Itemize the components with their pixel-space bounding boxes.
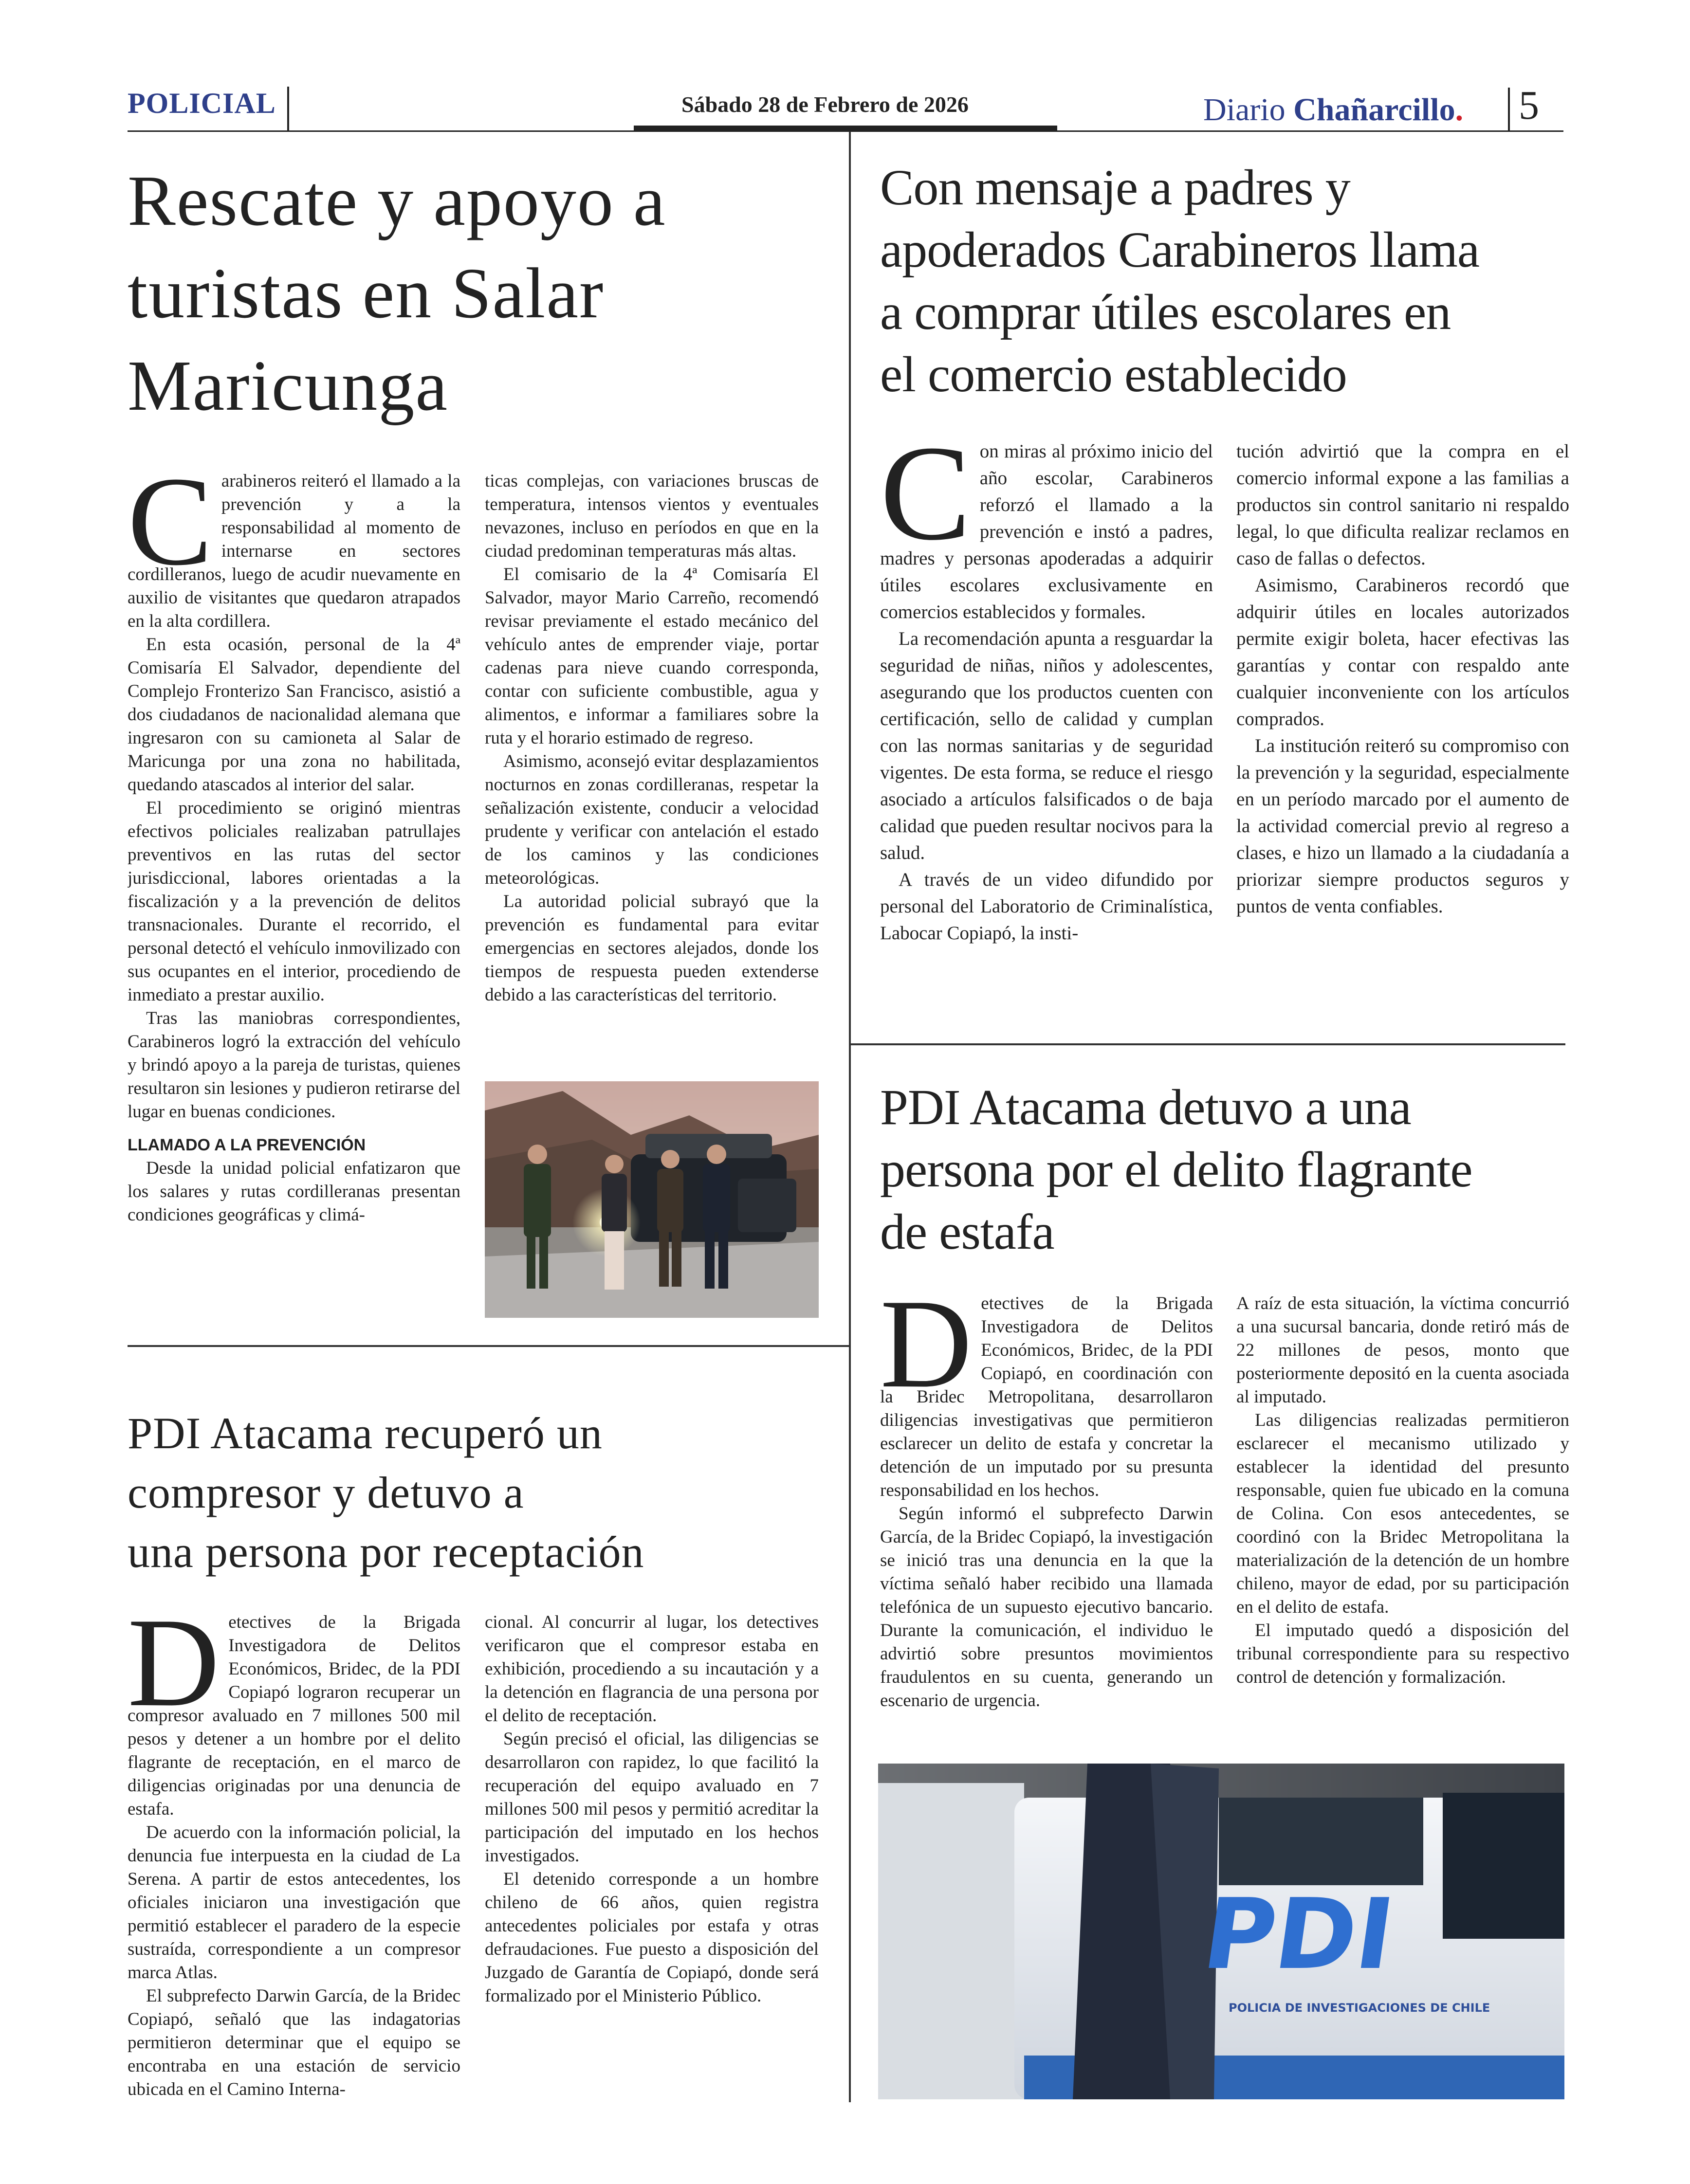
headline-line: persona por el delito flagrante <box>880 1142 1472 1198</box>
headline-line: Rescate y apoyo a <box>128 161 666 241</box>
paragraph: El detenido corresponde a un hombre chileno de 66 años, quien registra antecedentes policiales por estafa y otras defraudaciones. Fue puesto a disposición del Juzgado de Garantía de Copiapó, donde será formalizado por el Ministerio Público. <box>485 1869 819 2006</box>
page-number: 5 <box>1519 83 1539 128</box>
article3-column-2 <box>1236 1292 1569 1740</box>
drop-cap: C <box>128 470 213 592</box>
article1-column-2 <box>485 470 819 1073</box>
masthead <box>1203 91 1463 128</box>
article2-headline <box>880 157 1571 406</box>
paragraph: arabineros reiteró el llamado a la prevención y a la responsabilidad al momento de internarse en sectores cordilleranos, luego de acudir nuevamente en auxilio de visitantes que quedaron atrapados en la alta cordillera. <box>128 471 460 631</box>
pdi-vehicle-photo <box>878 1764 1564 2099</box>
paragraph: El comisario de la 4ª Comisaría El Salvador, mayor Mario Carreño, recomendó revisar previamente el estado mecánico del vehículo antes de emprender viaje, portar cadenas para nieve cuando corresponda, contar con suficiente combustible, agua y alimentos, e informar a familiares sobre la ruta y el horario estimado de regreso. <box>485 564 819 748</box>
paragraph: ticas complejas, con variaciones bruscas de temperatura, intensos vientos y eventuales nevazones, incluso en períodos en que en la ciudad predominan temperaturas más altas. <box>485 471 819 561</box>
headline-line: turistas en Salar <box>128 254 605 333</box>
masthead-name: Chañarcillo <box>1293 92 1455 127</box>
masthead-prefix: Diario <box>1203 92 1286 127</box>
paragraph: Desde la unidad policial enfatizaron que los salares y rutas cordilleranas presentan condiciones geográficas y climá- <box>128 1158 460 1225</box>
masthead-dot: . <box>1455 92 1464 127</box>
article1-headline <box>128 155 838 432</box>
issue-date: Sábado 28 de Febrero de 2026 <box>681 92 969 117</box>
paragraph: La autoridad policial subrayó que la prevención es fundamental para evitar emergencias en sectores alejados, donde los tiempos de respuesta pueden extenderse debido a las características del territorio. <box>485 892 819 1005</box>
paragraph: De acuerdo con la información policial, la denuncia fue interpuesta en la ciudad de La Serena. A partir de estos antecedentes, los oficiales iniciaron una investigación que permitió establecer el paradero de la especie sustraída, correspondiente a un compresor marca Atlas. <box>128 1822 460 1983</box>
headline-line: Con mensaje a padres y <box>880 160 1350 216</box>
article-divider-right <box>849 1043 1565 1045</box>
drop-cap: D <box>880 1292 973 1414</box>
headline-line: el comercio establecido <box>880 346 1347 402</box>
paragraph: A través de un video difundido por personal del Laboratorio de Criminalística, Labocar Copiapó, la insti- <box>880 869 1213 944</box>
headline-line: una persona por receptación <box>128 1527 644 1577</box>
paragraph: La recomendación apunta a resguardar la seguridad de niñas, niños y adolescentes, asegurando que los productos cuenten con certificación, sello de calidad y cumplan con las normas sanitarias y de seguridad vigentes. De esta forma, se reduce el riesgo asociado a artículos falsificados o de baja calidad que pueden resultar nocivos para la salud. <box>880 628 1213 863</box>
article2-column-2 <box>1236 438 1569 1012</box>
article2-column-1 <box>880 438 1213 1012</box>
paragraph: on miras al próximo inicio del año escolar, Carabineros reforzó el llamado a la prevención e instó a padres, madres y personas apoderadas a adquirir útiles escolares exclusivamente en comercios establecidos y formales. <box>880 441 1213 622</box>
paragraph: etectives de la Brigada Investigadora de Delitos Económicos, Bridec, de la PDI Copiapó, en coordinación con la Bridec Metropolitana, desarrollaron diligencias investigativas que permitieron esclarecer un delito de estafa y concretar la detención de un imputado por su presunta responsabilidad en los hechos. <box>880 1293 1213 1500</box>
article4-column-1 <box>128 1611 460 2100</box>
paragraph: etectives de la Brigada Investigadora de Delitos Económicos, Bridec, de la PDI Copiapó lograron recuperar un compresor avaluado en 7 millones 500 mil pesos y detener a un hombre por el delito flagrante de receptación, en el marco de diligencias originadas por una denuncia de estafa. <box>128 1612 460 1819</box>
headline-line: Maricunga <box>128 346 449 426</box>
paragraph: Asimismo, aconsejó evitar desplazamientos nocturnos en zonas cordilleranas, respetar la señalización existente, conducir a velocidad prudente y verificar con antelación el estado de los caminos y las condiciones meteorológicas. <box>485 751 819 888</box>
paragraph: El procedimiento se originó mientras efectivos policiales realizaban patrullajes preventivos en las rutas del sector jurisdiccional, labores orientadas a la fiscalización y a la prevención de delitos transnacionales. Durante el recorrido, el personal detectó el vehículo inmovilizado con sus ocupantes en el interior, procediendo de inmediato a prestar auxilio. <box>128 798 460 1005</box>
rescue-photo <box>485 1081 819 1318</box>
article4-headline <box>128 1403 838 1582</box>
section-label: POLICIAL <box>128 87 276 119</box>
paragraph: El subprefecto Darwin García, de la Bridec Copiapó, señaló que las indagatorias permitieron determinar que el equipo se encontraba en una estación de servicio ubicada en el Camino Interna- <box>128 1986 460 2099</box>
date-underline <box>634 126 1057 130</box>
page-number-divider <box>1508 88 1510 130</box>
paragraph: La institución reiteró su compromiso con la prevención y la seguridad, especialmente en un período marcado por el aumento de la actividad comercial previo al regreso a clases, e hizo un llamado a la ciudadanía a priorizar siempre productos seguros y puntos de venta confiables. <box>1236 735 1569 917</box>
article4-column-2 <box>485 1611 819 2100</box>
headline-line: de estafa <box>880 1204 1054 1260</box>
paragraph: En esta ocasión, personal de la 4ª Comisaría El Salvador, dependiente del Complejo Fronterizo San Francisco, asistió a dos ciudadanos de nacionalidad alemana que ingresaron con su camioneta al Salar de Maricunga por una zona no habilitada, quedando atascados al interior del salar. <box>128 635 460 795</box>
drop-cap: D <box>128 1611 220 1733</box>
vehicle-subtext: POLICIA DE INVESTIGACIONES DE CHILE <box>1229 2001 1490 2015</box>
paragraph: Tras las maniobras correspondientes, Carabineros logró la extracción del vehículo y brindó apoyo a la pareja de turistas, quienes resultaron sin lesiones y pudieron retirarse del lugar en buenas condiciones. <box>128 1008 460 1122</box>
paragraph: Asimismo, Carabineros recordó que adquirir útiles en locales autorizados permite exigir boleta, hacer efectivas las garantías y contar con respaldo ante cualquier inconveniente con los artículos comprados. <box>1236 575 1569 729</box>
article-divider-left <box>128 1345 849 1347</box>
header-rule <box>128 130 1563 132</box>
paragraph: Según informó el subprefecto Darwin García, de la Bridec Copiapó, la investigación se inició tras una denuncia en la que la víctima señaló haber recibido una llamada telefónica de un supuesto ejecutivo bancario. Durante la comunicación, el individuo le advirtió sobre presuntos movimientos fraudulentos en su cuenta, generando un escenario de urgencia. <box>880 1504 1213 1711</box>
column-divider <box>849 131 851 2102</box>
headline-line: a comprar útiles escolares en <box>880 284 1451 340</box>
headline-line: PDI Atacama recuperó un <box>128 1408 603 1458</box>
headline-line: apoderados Carabineros llama <box>880 222 1480 278</box>
article3-headline <box>880 1076 1571 1263</box>
paragraph: A raíz de esta situación, la víctima concurrió a una sucursal bancaria, donde retiró más de 22 millones de pesos, monto que posteriormente depositó en la cuenta asociada al imputado. <box>1236 1293 1569 1407</box>
header-divider <box>287 87 289 130</box>
headline-line: compresor y detuvo a <box>128 1468 524 1517</box>
article1-column-1 <box>128 470 460 1307</box>
headline-line: PDI Atacama detuvo a una <box>880 1079 1411 1135</box>
paragraph: El imputado quedó a disposición del tribunal correspondiente para su respectivo control de detención y formalización. <box>1236 1620 1569 1687</box>
drop-cap: C <box>880 438 971 568</box>
subheading: LLAMADO A LA PREVENCIÓN <box>128 1136 366 1154</box>
vehicle-pdi-lettering: PDI <box>1196 1877 1401 1991</box>
paragraph: cional. Al concurrir al lugar, los detectives verificaron que el compresor estaba en exhibición, procediendo a su incautación y a la detención en flagrancia de una persona por el delito de receptación. <box>485 1612 819 1726</box>
paragraph: Según precisó el oficial, las diligencias se desarrollaron con rapidez, lo que facilitó la recuperación del equipo avaluado en 7 millones 500 mil pesos y permitió acreditar la participación del imputado en los hechos investigados. <box>485 1729 819 1866</box>
paragraph: Las diligencias realizadas permitieron esclarecer el mecanismo utilizado y establecer la identidad del presunto responsable, quien fue ubicado en la comuna de Colina. Con esos antecedentes, se coordinó con la Bridec Metropolitana la materialización de la detención de un hombre chileno, mayor de edad, por su participación en el delito de estafa. <box>1236 1410 1569 1617</box>
article3-column-1 <box>880 1292 1213 1740</box>
paragraph: tución advirtió que la compra en el comercio informal expone a las familias a productos sin control sanitario ni respaldo legal, lo que dificulta realizar reclamos en caso de fallas o defectos. <box>1236 441 1569 569</box>
